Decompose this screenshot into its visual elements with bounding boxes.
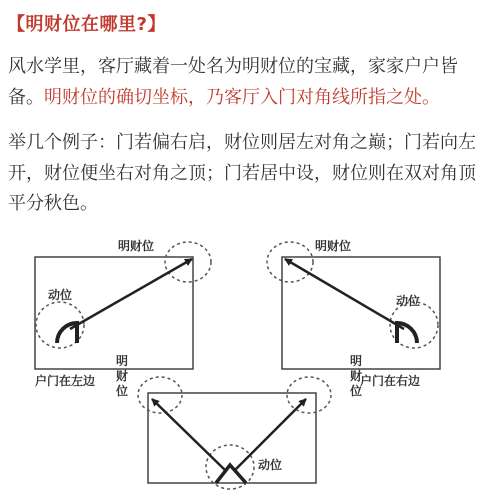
door-position-label: 户门在左边 [35, 374, 96, 388]
wealth-position-label: 明财位 [118, 239, 155, 253]
intro-paragraph [8, 52, 478, 113]
diagonal-arrow [285, 259, 404, 329]
right-wealth-label-char: 明 [350, 354, 363, 368]
moving-position-label: 动位 [48, 288, 73, 302]
right-wealth-label-char: 财 [350, 369, 363, 383]
door-position-label: 户门在右边 [360, 374, 421, 388]
wealth-position-diagram [0, 235, 482, 490]
diagonal-arrow [70, 259, 192, 329]
section-heading: 【明财位在哪里?】 [7, 14, 166, 35]
left-wealth-label-char: 明 [116, 354, 129, 368]
moving-position-label: 动位 [258, 458, 283, 472]
moving-position-label: 动位 [396, 294, 421, 308]
intro-lead-text: 风水学里，客厅藏着一处名为明财位的宝藏，家家户户皆备。 [8, 56, 458, 108]
wealth-position-label: 明财位 [315, 239, 352, 253]
intro-highlight-text: 明财位的确切坐标，乃客厅入门对角线所指之处。 [44, 86, 440, 108]
right-wealth-label-char: 位 [350, 384, 363, 398]
center-door-case [115, 354, 362, 489]
left-diagonal-arrow [152, 399, 226, 471]
left-wealth-label-char: 财 [116, 369, 129, 383]
living-room-outline [282, 257, 440, 369]
left-wealth-label-char: 位 [116, 384, 129, 398]
door-swing-icon [216, 465, 246, 483]
examples-paragraph: 举几个例子：门若偏右启，财位则居左对角之巅；门若向左开，财位便坐右对角之顶；门若居中设，财位则在双对角顶平分秋色。 [8, 132, 476, 214]
right-wealth-spot-circle [287, 377, 331, 413]
